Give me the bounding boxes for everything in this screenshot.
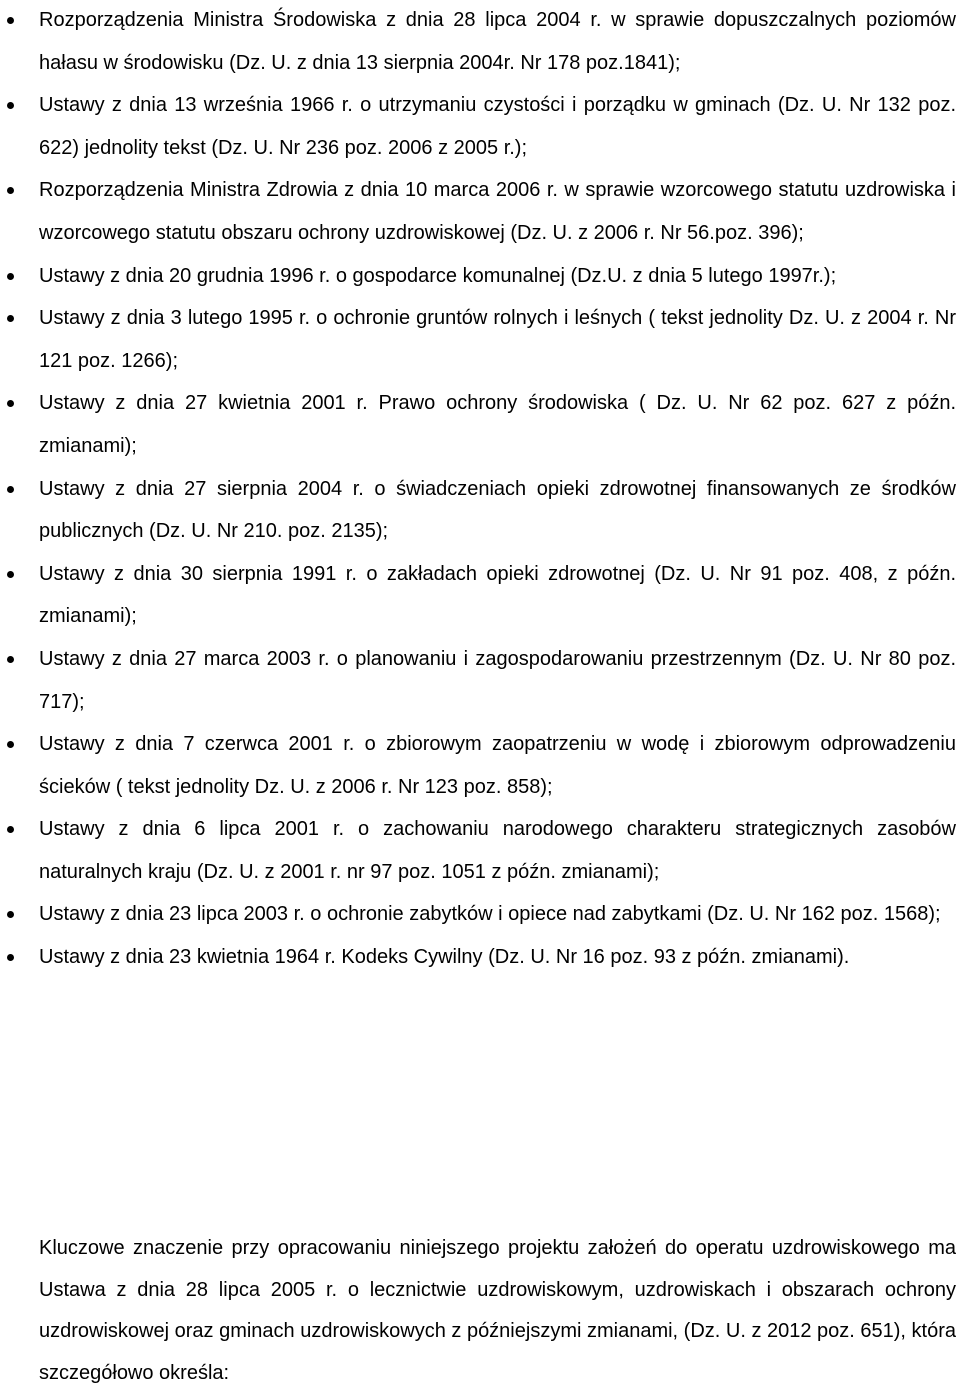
list-item: [0, 297, 960, 382]
list-item-text: Ustawy z dnia 23 lipca 2003 r. o ochronie zabytków i opiece nad zabytkami (Dz. U. Nr 162 poz. 1568);: [39, 903, 941, 926]
list-item-text: Rozporządzenia Ministra Zdrowia z dnia 10 marca 2006 r. w sprawie wzorcowego statutu uzdrowiska i wzorcowego statutu obszaru ochrony uzdrowiskowej (Dz. U. z 2006 r. Nr 56.poz. 396);: [39, 179, 956, 244]
list-item: [0, 169, 960, 254]
list-item-text: Ustawy z dnia 13 września 1966 r. o utrzymaniu czystości i porządku w gminach (Dz. U. Nr 132 poz. 622) jednolity tekst (Dz. U. Nr 236 poz. 2006 z 2005 r.);: [39, 94, 956, 159]
list-item: [0, 468, 960, 553]
list-item: [0, 808, 960, 893]
list-item: [0, 382, 960, 467]
bullet-icon: [7, 911, 14, 918]
list-item-text: Ustawy z dnia 3 lutego 1995 r. o ochronie gruntów rolnych i leśnych ( tekst jednolity Dz. U. z 2004 r. Nr 121 poz. 1266);: [39, 307, 956, 372]
list-item-text: Ustawy z dnia 27 kwietnia 2001 r. Prawo ochrony środowiska ( Dz. U. Nr 62 poz. 627 z późn. zmianami);: [39, 392, 956, 457]
bullet-icon: [7, 187, 14, 194]
bullet-icon: [7, 102, 14, 109]
list-item: [0, 893, 960, 936]
list-item-text: Ustawy z dnia 7 czerwca 2001 r. o zbiorowym zaopatrzeniu w wodę i zbiorowym odprowadzeniu ścieków ( tekst jednolity Dz. U. z 2006 r. Nr 123 poz. 858);: [39, 733, 956, 798]
list-item-text: Ustawy z dnia 30 sierpnia 1991 r. o zakładach opieki zdrowotnej (Dz. U. Nr 91 poz. 408, z późn. zmianami);: [39, 562, 956, 628]
list-item: [0, 638, 960, 723]
bullet-icon: [7, 741, 14, 748]
list-item-text: Ustawy z dnia 20 grudnia 1996 r. o gospodarce komunalnej (Dz.U. z dnia 5 lutego 1997r.);: [39, 264, 837, 287]
list-item: [0, 84, 960, 169]
bullet-icon: [7, 273, 14, 280]
list-item-text: Ustawy z dnia 27 sierpnia 2004 r. o świadczeniach opieki zdrowotnej finansowanych ze środków publicznych (Dz. U. Nr 210. poz. 2135);: [39, 477, 956, 543]
bullet-icon: [7, 954, 14, 961]
list-item-text: Rozporządzenia Ministra Środowiska z dnia 28 lipca 2004 r. w sprawie dopuszczalnych poziomów hałasu w środowisku (Dz. U. z dnia 13 sierpnia 2004r. Nr 178 poz.1841);: [39, 9, 956, 74]
list-item: [0, 255, 960, 298]
list-item-text: Ustawy z dnia 27 marca 2003 r. o planowaniu i zagospodarowaniu przestrzennym (Dz. U. Nr 80 poz. 717);: [39, 647, 956, 713]
list-item: [0, 723, 960, 808]
bullet-icon: [7, 315, 14, 322]
closing-paragraph: Kluczowe znaczenie przy opracowaniu niniejszego projektu założeń do operatu uzdrowiskowego ma Ustawa z dnia 28 lipca 2005 r. o lecznictwie uzdrowiskowym, uzdrowiskach i obszarach ochrony uzdrowiskowej oraz gminach uzdrowiskowych z późniejszymi zmianami, (Dz. U. z 2012 poz. 651), która szczegółowo określa:: [39, 1237, 957, 1385]
bullet-icon: [7, 400, 14, 407]
list-item-text: Ustawy z dnia 6 lipca 2001 r. o zachowaniu narodowego charakteru strategicznych zasobów naturalnych kraju (Dz. U. z 2001 r. nr 97 poz. 1051 z późn. zmianami);: [39, 818, 956, 883]
list-item: [0, 0, 960, 84]
bullet-icon: [7, 486, 14, 493]
bullet-icon: [7, 826, 14, 833]
bullet-icon: [7, 656, 14, 663]
list-item: [0, 553, 960, 638]
bullet-icon: [7, 571, 14, 578]
list-item-text: Ustawy z dnia 23 kwietnia 1964 r. Kodeks Cywilny (Dz. U. Nr 16 poz. 93 z późn. zmianami).: [39, 946, 850, 969]
list-item: [0, 936, 960, 979]
bullet-icon: [7, 17, 14, 24]
